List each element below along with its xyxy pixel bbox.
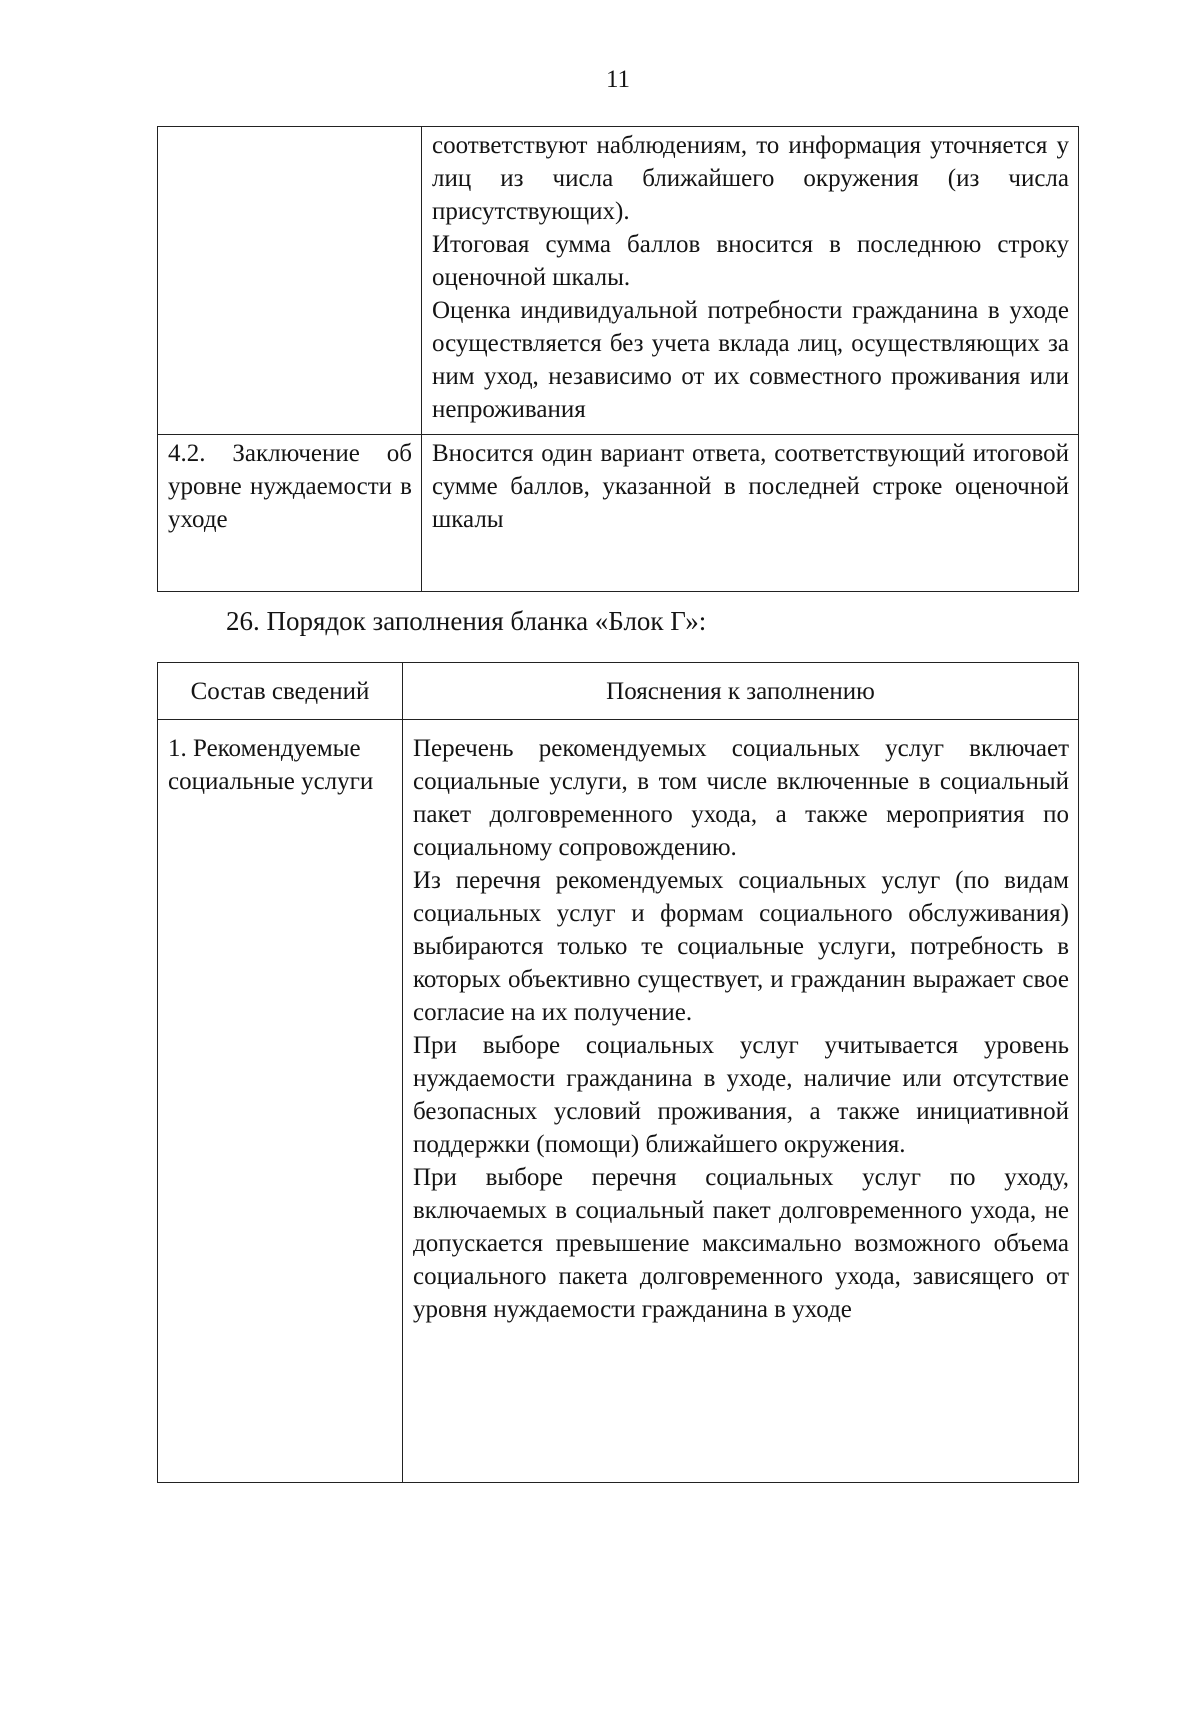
column-header: Состав сведений (158, 663, 403, 720)
row-label: 4.2. Заключение об уровне нуждаемости в уходе (168, 440, 412, 533)
explanation-paragraph: При выборе социальных услуг учитывается уровень нуждаемости гражданина в уходе, наличие или отсутствие безопасных условий проживания, а также инициативной поддержки (помощи) ближайшего окружения. (413, 1032, 1069, 1158)
block-g-table (157, 662, 1079, 1483)
explanation-paragraph: соответствуют наблюдениям, то информация уточняется у лиц из числа ближайшего окружения (из числа присутствующих). (432, 132, 1069, 225)
explanation-paragraph: При выборе перечня социальных услуг по уходу, включаемых в социальный пакет долговременного ухода, не допускается превышение максимально возможного объема социального пакета долговременного ухода, зависящего от уровня нуждаемости гражданина в уходе (413, 1164, 1069, 1323)
explanation-paragraph: Из перечня рекомендуемых социальных услуг (по видам социальных услуг и формам социального обслуживания) выбираются только те социальные услуги, потребность в которых объективно существует, и гражданин выражает свое согласие на их получение. (413, 867, 1069, 1026)
row-label-cell (158, 127, 422, 435)
row-label-cell (158, 435, 422, 592)
explanation-paragraph: Итоговая сумма баллов вносится в последнюю строку оценочной шкалы. (432, 231, 1069, 291)
row-label: 1. Рекомендуемые социальные услуги (168, 735, 374, 795)
table-row (158, 720, 1079, 1483)
table-row (158, 435, 1079, 592)
table-row (158, 127, 1079, 435)
explanation-paragraph: Перечень рекомендуемых социальных услуг включает социальные услуги, в том числе включенные в социальный пакет долговременного ухода, а также мероприятия по социальному сопровождению. (413, 735, 1069, 861)
table-header-row (158, 663, 1079, 720)
column-header: Пояснения к заполнению (403, 663, 1079, 720)
explanation-paragraph: Оценка индивидуальной потребности гражданина в уходе осуществляется без учета вклада лиц, осуществляющих за ним уход, независимо от их совместного проживания или непроживания (432, 297, 1069, 423)
row-explanation-cell (403, 720, 1079, 1483)
row-explanation-cell (422, 127, 1079, 435)
explanation-paragraph: Вносится один вариант ответа, соответствующий итоговой сумме баллов, указанной в последней строке оценочной шкалы (432, 440, 1069, 533)
page-number: 11 (605, 66, 631, 93)
continuation-table (157, 126, 1079, 592)
section-title: 26. Порядок заполнения бланка «Блок Г»: (226, 606, 707, 636)
row-explanation-cell (422, 435, 1079, 592)
row-label-cell (158, 720, 403, 1483)
